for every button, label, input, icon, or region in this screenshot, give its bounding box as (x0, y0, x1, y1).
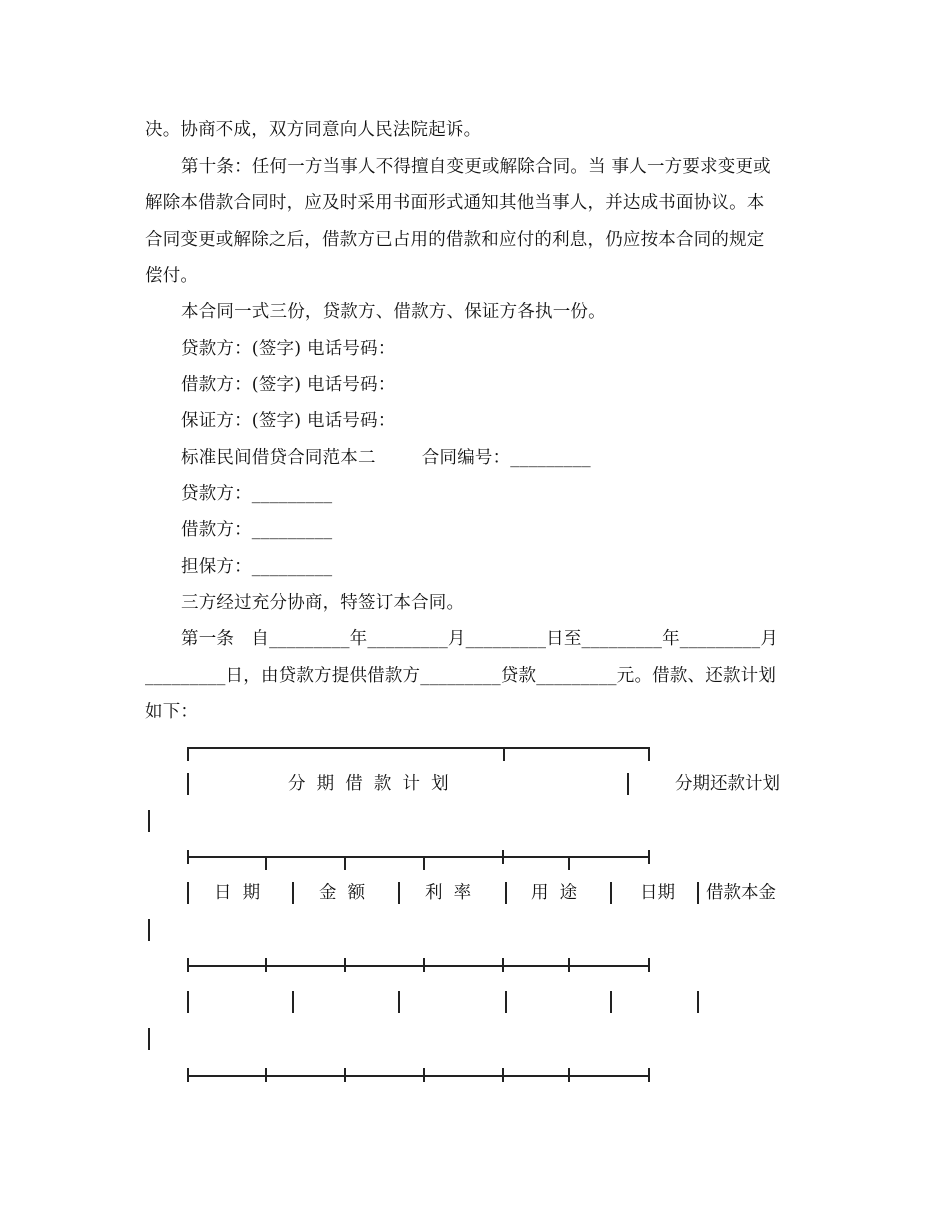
header-rate: 利 率 (425, 883, 472, 903)
text-line-11: 贷款方：_________ (181, 484, 333, 504)
table-tick (502, 958, 504, 972)
text-line-14: 三方经过充分协商，特签订本合同。 (181, 593, 465, 613)
table-corner (187, 747, 189, 761)
table-tick (568, 1068, 570, 1082)
table-tick (187, 1068, 189, 1082)
text-line-12: 借款方：_________ (181, 520, 333, 540)
table-tick (265, 1068, 267, 1082)
table-tick (502, 1068, 504, 1082)
table-bar (697, 991, 699, 1013)
table-bar (610, 991, 612, 1013)
table-separator (187, 856, 650, 858)
header-repay-date: 日期 (640, 883, 675, 903)
table-bar (187, 991, 189, 1013)
text-line-9: 保证方：(签字) 电话号码： (181, 411, 396, 431)
text-line-16: _________日，由贷款方提供借款方_________贷款_________元。借款、还款计划 (145, 666, 777, 686)
table-tick (265, 958, 267, 972)
table-tick (423, 856, 425, 870)
table-bar (505, 882, 507, 904)
repay-plan-title: 分期还款计划 (675, 774, 780, 794)
table-bar (292, 991, 294, 1013)
text-line-4: 合同变更或解除之后，借款方已占用的借款和应付的利息，仍应按本合同的规定 (145, 230, 765, 250)
table-bar (148, 1028, 150, 1050)
text-line-3: 解除本借款合同时，应及时采用书面形式通知其他当事人，并达成书面协议。本 (145, 193, 765, 213)
header-principal: 借款本金 (706, 883, 776, 903)
table-separator (187, 1075, 650, 1077)
table-tick (648, 1068, 650, 1082)
table-tick (187, 958, 189, 972)
header-purpose: 用 途 (531, 883, 578, 903)
table-bar (627, 773, 629, 795)
table-corner (648, 747, 650, 761)
text-line-2: 第十条：任何一方当事人不得擅自变更或解除合同。当 事人一方要求变更或 (181, 157, 771, 177)
text-line-1: 决。协商不成，双方同意向人民法院起诉。 (145, 120, 482, 140)
table-bar (505, 991, 507, 1013)
table-tick (187, 850, 189, 864)
table-tick (568, 856, 570, 870)
header-date: 日 期 (214, 883, 261, 903)
table-tick (568, 958, 570, 972)
table-bar (292, 882, 294, 904)
table-top-border (187, 747, 650, 749)
table-separator (187, 965, 650, 967)
text-line-13: 担保方：_________ (181, 557, 333, 577)
table-tick (344, 856, 346, 870)
table-bar (697, 882, 699, 904)
text-line-17: 如下： (145, 702, 199, 722)
table-junction (503, 747, 505, 761)
table-bar (187, 882, 189, 904)
header-amount: 金 额 (319, 883, 366, 903)
table-bar (398, 991, 400, 1013)
table-bar (148, 810, 150, 832)
text-line-6: 本合同一式三份，贷款方、借款方、保证方各执一份。 (181, 302, 606, 322)
table-tick (265, 856, 267, 870)
table-tick (502, 850, 504, 864)
text-line-10: 标准民间借贷合同范本二 合同编号：_________ (181, 448, 591, 468)
table-bar (187, 773, 189, 795)
borrow-plan-title: 分 期 借 款 计 划 (288, 774, 449, 794)
table-bar (148, 919, 150, 941)
table-tick (423, 1068, 425, 1082)
table-tick (344, 958, 346, 972)
table-tick (344, 1068, 346, 1082)
table-tick (648, 850, 650, 864)
table-tick (648, 958, 650, 972)
table-bar (610, 882, 612, 904)
text-line-8: 借款方：(签字) 电话号码： (181, 375, 396, 395)
text-line-15: 第一条 自_________年_________月_________日至_________年_________月 (181, 629, 779, 649)
text-line-5: 偿付。 (145, 266, 199, 286)
text-line-7: 贷款方：(签字) 电话号码： (181, 339, 396, 359)
table-bar (398, 882, 400, 904)
table-tick (423, 958, 425, 972)
